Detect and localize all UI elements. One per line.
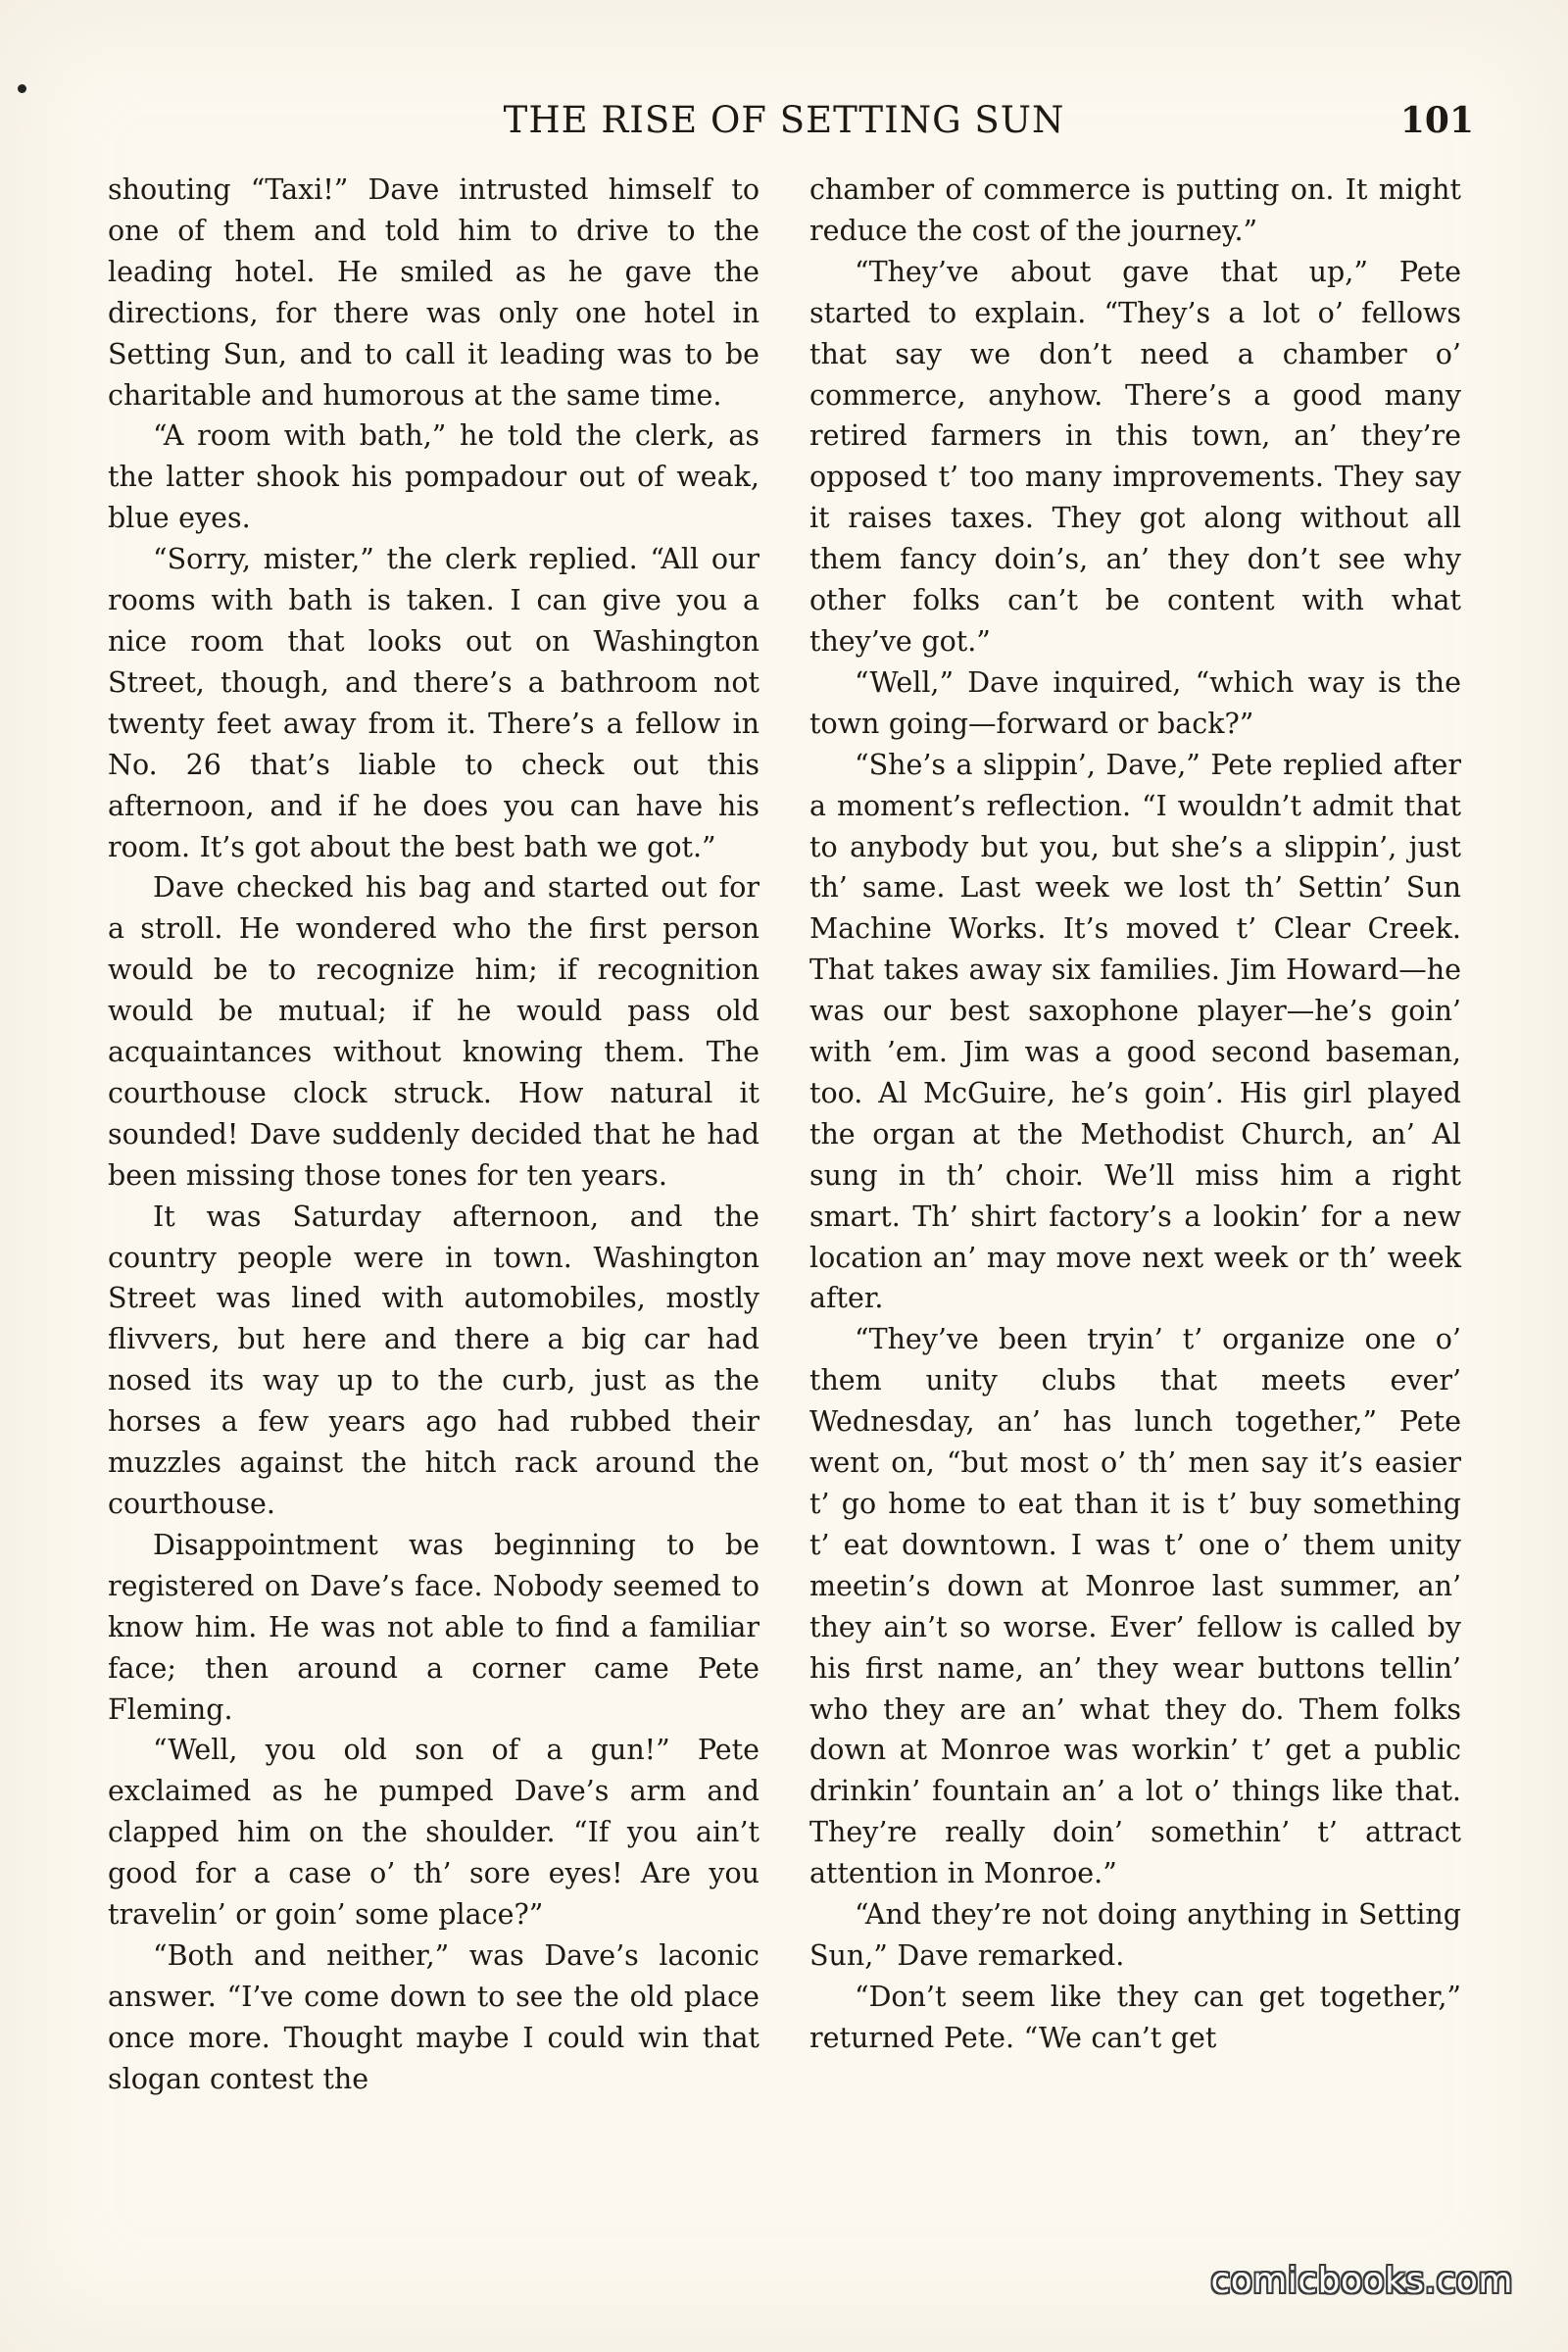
- paragraph: Disappointment was beginning to be registered on Dave’s face. Nobody seemed to know him. He was not able to find a familiar face; then around a corner came Pete Fleming.: [108, 1528, 760, 1726]
- paragraph: shouting “Taxi!” Dave intrusted himself to one of them and told him to drive to the leading hotel. He smiled as he gave the directions, for there was only one hotel in Setting Sun, and to call it leading was to be charitable and humorous at the same time.: [108, 173, 760, 412]
- right-column: [809, 170, 1461, 2059]
- paragraph: “A room with bath,” he told the clerk, as the latter shook his pompadour out of weak, blue eyes.: [108, 419, 760, 535]
- page-header: [0, 96, 1568, 145]
- running-head: THE RISE OF SETTING SUN: [503, 99, 1065, 141]
- paragraph: “They’ve about gave that up,” Pete started to explain. “They’s a lot o’ fellows that say we don’t need a chamber o’ commerce, anyhow. There’s a good many retired farmers in this town, an’ they’re opposed t’ too many improvements. They say it raises taxes. They got along without all them fancy doin’s, an’ they don’t see why other folks can’t be content with what they’ve got.”: [809, 255, 1461, 658]
- paragraph: “And they’re not doing anything in Setting Sun,” Dave remarked.: [809, 1898, 1461, 1972]
- paragraph: chamber of commerce is putting on. It might reduce the cost of the journey.”: [809, 173, 1461, 247]
- paragraph: “Well, you old son of a gun!” Pete exclaimed as he pumped Dave’s arm and clapped him on the shoulder. “If you ain’t good for a case o’ th’ sore eyes! Are you travelin’ or goin’ some place?”: [108, 1734, 760, 1932]
- paragraph: “Both and neither,” was Dave’s laconic answer. “I’ve come down to see the old place once more. Thought maybe I could win that slogan contest the: [108, 1938, 760, 2095]
- print-speck: [18, 84, 26, 93]
- paragraph: “Well,” Dave inquired, “which way is the town going—forward or back?”: [809, 665, 1461, 740]
- paragraph: “Don’t seem like they can get together,” returned Pete. “We can’t get: [809, 1980, 1461, 2054]
- left-column: [108, 170, 760, 2100]
- paragraph: “She’s a slippin’, Dave,” Pete replied after a moment’s reflection. “I wouldn’t admit that to anybody but you, but she’s a slippin’, just th’ same. Last week we lost th’ Settin’ Sun Machine Works. It’s moved t’ Clear Creek. That takes away six families. Jim Howard—he was our best saxophone player—he’s goin’ with ’em. Jim was a good second baseman, too. Al McGuire, he’s goin’. His girl played the organ at the Methodist Church, an’ Al sung in th’ choir. We’ll miss him a right smart. Th’ shirt factory’s a lookin’ for a new location an’ may move next week or th’ week after.: [809, 748, 1461, 1315]
- paragraph: “They’ve been tryin’ t’ organize one o’ them unity clubs that meets ever’ Wednesday, an’ has lunch together,” Pete went on, “but most o’ th’ men say it’s easier t’ go home to eat than it is t’ buy something t’ eat downtown. I was t’ one o’ them unity meetin’s down at Monroe last summer, an’ they ain’t so worse. Ever’ fellow is called by his first name, an’ they wear buttons tellin’ who they are an’ what they do. Them folks down at Monroe was workin’ t’ get a public drinkin’ fountain an’ a lot o’ things like that. They’re really doin’ somethin’ t’ attract attention in Monroe.”: [809, 1323, 1461, 1890]
- paragraph: Dave checked his bag and started out for a stroll. He wondered who the first person would be to recognize him; if recognition would be mutual; if he would pass old acquaintances without knowing them. The courthouse clock struck. How natural it sounded! Dave suddenly decided that he had been missing those tones for ten years.: [108, 871, 760, 1192]
- paragraph: “Sorry, mister,” the clerk replied. “All our rooms with bath is taken. I can give you a nice room that looks out on Washington Street, though, and there’s a bathroom not twenty feet away from it. There’s a fellow in No. 26 that’s liable to check out this afternoon, and if he does you can have his room. It’s got about the best bath we got.”: [108, 543, 760, 863]
- page-number: 101: [1399, 100, 1474, 141]
- paragraph: It was Saturday afternoon, and the country people were in town. Washington Street was lined with automobiles, mostly flivvers, but here and there a big car had nosed its way up to the curb, just as the horses a few years ago had rubbed their muzzles against the hitch rack around the courthouse.: [108, 1200, 760, 1520]
- watermark: comicbooks.com: [1210, 2261, 1513, 2301]
